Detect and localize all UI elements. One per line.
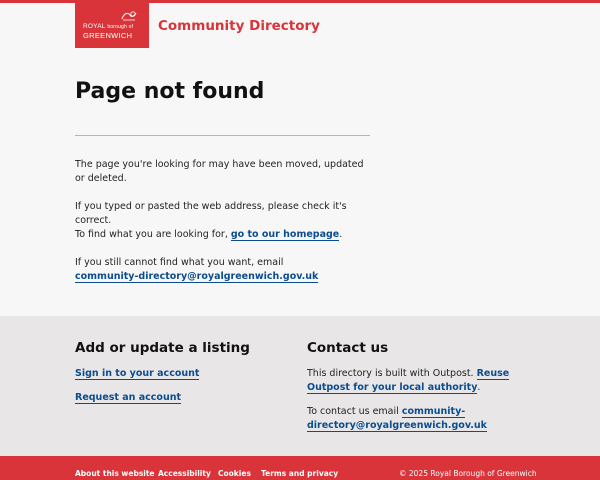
site-title[interactable]: Community Directory bbox=[158, 18, 320, 34]
moved-message: The page you're looking for may have been moved, updated or deleted. bbox=[75, 159, 364, 184]
outpost-end: . bbox=[477, 382, 481, 393]
terms-link[interactable]: Terms and privacy bbox=[261, 469, 339, 478]
homepage-end: . bbox=[339, 229, 343, 240]
about-link[interactable]: About this website bbox=[75, 469, 155, 478]
contact-heading: Contact us bbox=[307, 340, 389, 356]
logo-line-1: ROYAL borough of bbox=[83, 23, 134, 30]
cookies-link[interactable]: Cookies bbox=[218, 469, 251, 478]
copyright: © 2025 Royal Borough of Greenwich bbox=[399, 469, 537, 478]
section-divider bbox=[75, 135, 370, 136]
listing-heading: Add or update a listing bbox=[75, 340, 250, 356]
reuse-outpost-link[interactable]: Reuse Outpost for your local authority bbox=[307, 368, 510, 393]
site-footer bbox=[0, 456, 600, 480]
email-link[interactable]: community-directory@royalgreenwich.gov.uk bbox=[75, 271, 319, 282]
email-text: If you still cannot find what you want, email bbox=[75, 257, 284, 268]
main-content bbox=[75, 76, 375, 108]
request-item bbox=[75, 391, 181, 405]
outpost-message bbox=[307, 367, 512, 395]
logo-line-2: GREENWICH bbox=[83, 31, 133, 40]
homepage-link[interactable]: go to our homepage bbox=[230, 229, 340, 240]
request-account-link[interactable]: Request an account bbox=[75, 392, 182, 403]
sign-in-link[interactable]: Sign in to your account bbox=[75, 368, 200, 379]
homepage-text: To find what you are looking for, bbox=[75, 229, 231, 240]
outpost-text: This directory is built with Outpost. bbox=[307, 368, 477, 379]
sign-in-item bbox=[75, 367, 199, 381]
email-message bbox=[75, 256, 345, 284]
accessibility-link[interactable]: Accessibility bbox=[158, 469, 211, 478]
site-header bbox=[0, 3, 600, 48]
crest-icon bbox=[121, 10, 137, 22]
contact-email-link[interactable]: community-directory@royalgreenwich.gov.uk bbox=[307, 406, 487, 431]
homepage-message bbox=[75, 228, 375, 242]
footer-panel bbox=[0, 316, 600, 456]
royal-greenwich-logo[interactable] bbox=[75, 3, 149, 48]
contact-email-message bbox=[307, 405, 497, 433]
page-title: Page not found bbox=[75, 79, 265, 104]
check-address-message: If you typed or pasted the web address, please check it's correct. bbox=[75, 201, 347, 226]
contact-email-text: To contact us email bbox=[307, 406, 402, 417]
